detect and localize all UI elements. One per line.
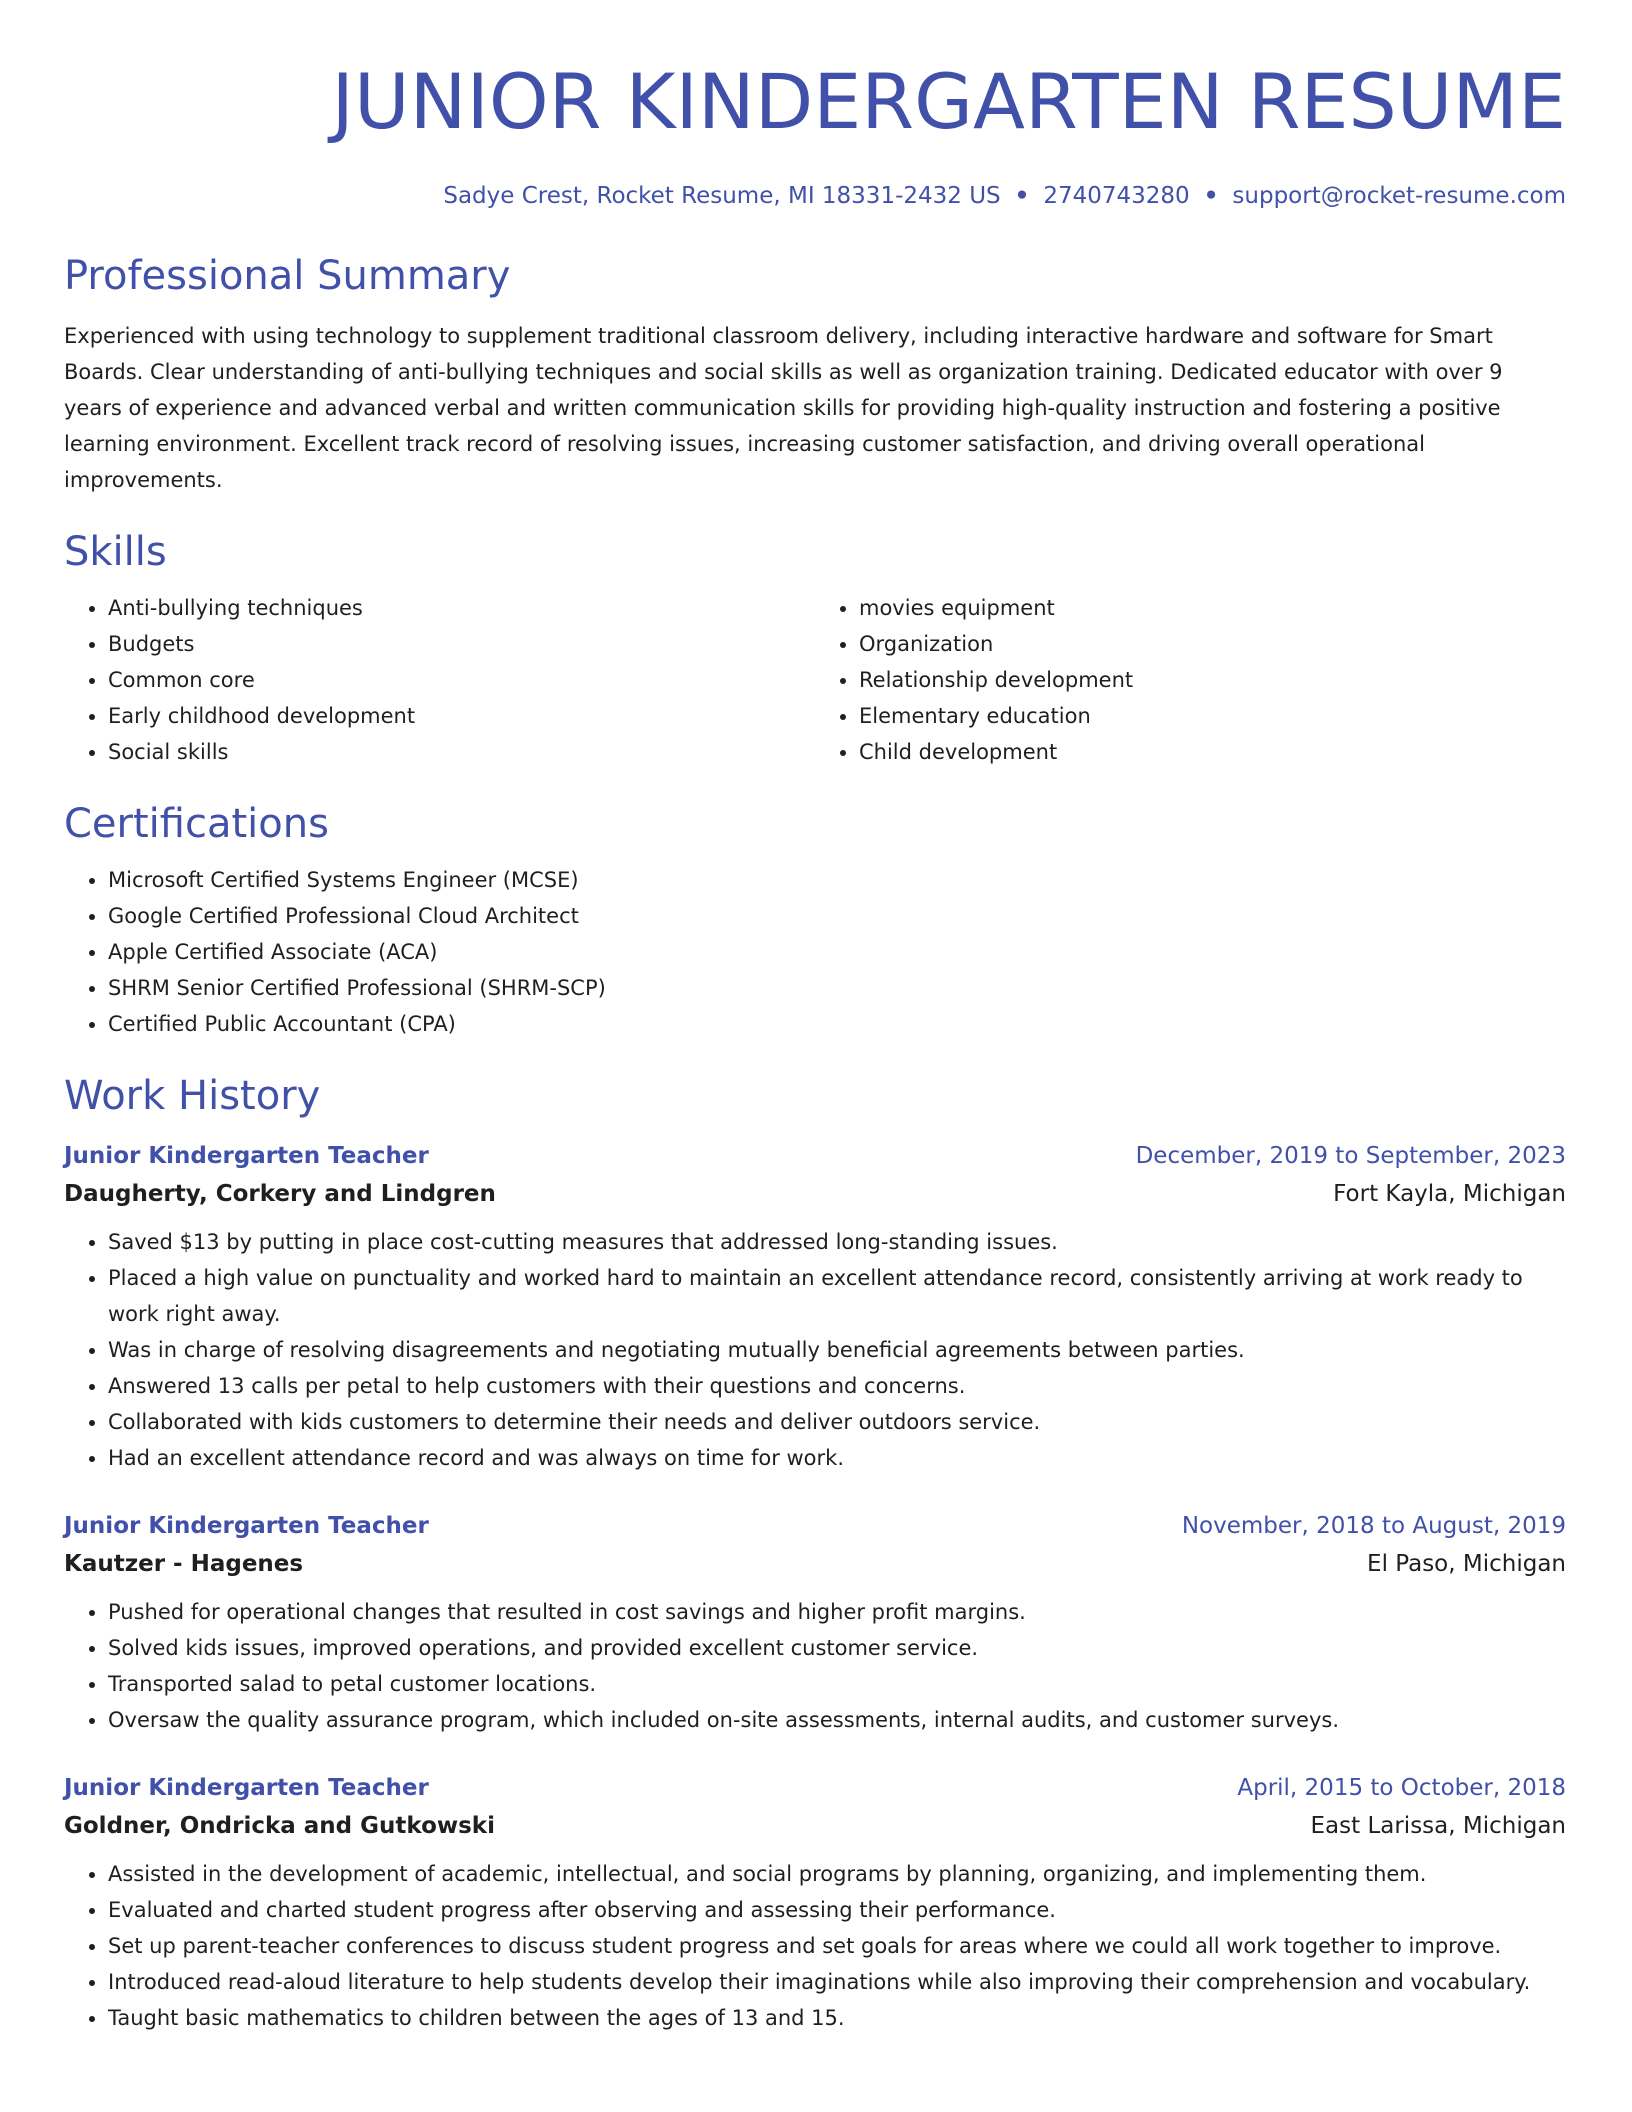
professional-summary-section	[64, 252, 1566, 498]
skill-item: • Common core	[108, 662, 815, 698]
job-bullet: • Assisted in the development of academic, intellectual, and social programs by planning, organizing, and implementing them.	[108, 1856, 1566, 1892]
contact-line	[64, 180, 1566, 212]
job-bullets	[64, 1856, 1566, 2036]
job-company: Goldner, Ondricka and Gutkowski	[64, 1813, 495, 1839]
document-title: JUNIOR KINDERGARTEN RESUME	[331, 57, 1566, 146]
resume-header	[64, 52, 1566, 212]
summary-text: Experienced with using technology to supplement traditional classroom delivery, including interactive hardware and software for Smart Boards. Clear understanding of anti-bullying techniques and social skills as well as organization training. Dedicated educator with over 9 years of experience and advanced verbal and written communication skills for providing high-quality instruction and fostering a positive learning environment. Excellent track record of resolving issues, increasing customer satisfaction, and driving overall operational improvements.	[64, 324, 1503, 492]
job-bullet: • Oversaw the quality assurance program, which included on-site assessments, internal audits, and customer surveys.	[108, 1702, 1566, 1738]
job-title-row	[64, 1770, 1566, 1806]
job-bullet: • Had an excellent attendance record and was always on time for work.	[108, 1440, 1566, 1476]
contact-separator: •	[1203, 183, 1219, 209]
certifications-section	[64, 800, 1566, 1042]
certification-item: • Apple Certified Associate (ACA)	[108, 934, 1566, 970]
job-bullet: • Set up parent-teacher conferences to discuss student progress and set goals for areas where we could all work together to improve.	[108, 1928, 1566, 1964]
job-bullet: • Evaluated and charted student progress after observing and assessing their performance.	[108, 1892, 1566, 1928]
job-bullet: • Solved kids issues, improved operations, and provided excellent customer service.	[108, 1630, 1566, 1666]
job-location: Fort Kayla, Michigan	[1333, 1181, 1566, 1207]
job-location: East Larissa, Michigan	[1310, 1813, 1566, 1839]
job-bullet: • Saved $13 by putting in place cost-cutting measures that addressed long-standing issues.	[108, 1224, 1566, 1260]
job-bullet: • Introduced read-aloud literature to help students develop their imaginations while also improving their comprehension and vocabulary.	[108, 1964, 1566, 2000]
skill-item: • Anti-bullying techniques	[108, 590, 815, 626]
section-heading: Skills	[64, 529, 167, 575]
certification-item: • Google Certified Professional Cloud Architect	[108, 898, 1566, 934]
skill-item: • Relationship development	[859, 662, 1566, 698]
job-company-row	[64, 1544, 1566, 1584]
job-title-row	[64, 1508, 1566, 1544]
contact-email: support@rocket-resume.com	[1232, 183, 1566, 209]
skill-item: • Budgets	[108, 626, 815, 662]
certification-item: • SHRM Senior Certified Professional (SHRM-SCP)	[108, 970, 1566, 1006]
contact-separator: •	[1014, 183, 1030, 209]
contact-phone: 2740743280	[1043, 183, 1190, 209]
job-bullet: • Placed a high value on punctuality and worked hard to maintain an excellent attendance record, consistently arriving at work ready to work right away.	[108, 1260, 1566, 1332]
skill-item: • Early childhood development	[108, 698, 815, 734]
certifications-list	[64, 862, 1566, 1042]
job-dates: November, 2018 to August, 2019	[1181, 1513, 1566, 1539]
job-bullet: • Pushed for operational changes that resulted in cost savings and higher profit margins.	[108, 1594, 1566, 1630]
skill-item: • Organization	[859, 626, 1566, 662]
skill-item: • Social skills	[108, 734, 815, 770]
job-dates: December, 2019 to September, 2023	[1135, 1143, 1566, 1169]
job-title: Junior Kindergarten Teacher	[64, 1143, 429, 1169]
job-company: Daugherty, Corkery and Lindgren	[64, 1181, 496, 1207]
job-company-row	[64, 1174, 1566, 1214]
job-bullets	[64, 1594, 1566, 1738]
certification-item: • Microsoft Certified Systems Engineer (MCSE)	[108, 862, 1566, 898]
skills-grid	[64, 590, 1566, 770]
skills-list-left	[64, 590, 815, 770]
job-company-row	[64, 1806, 1566, 1846]
job-bullet: • Transported salad to petal customer locations.	[108, 1666, 1566, 1702]
job-title-row	[64, 1138, 1566, 1174]
work-history-section	[64, 1072, 1566, 2036]
job-title: Junior Kindergarten Teacher	[64, 1513, 429, 1539]
job-bullet: • Was in charge of resolving disagreements and negotiating mutually beneficial agreements between parties.	[108, 1332, 1566, 1368]
job-location: El Paso, Michigan	[1367, 1551, 1566, 1577]
section-heading: Work History	[64, 1073, 321, 1119]
job-bullet: • Collaborated with kids customers to determine their needs and deliver outdoors service.	[108, 1404, 1566, 1440]
job-dates: April, 2015 to October, 2018	[1237, 1775, 1566, 1801]
job-title: Junior Kindergarten Teacher	[64, 1775, 429, 1801]
skill-item: • Child development	[859, 734, 1566, 770]
skill-item: • movies equipment	[859, 590, 1566, 626]
skills-section	[64, 528, 1566, 770]
section-heading: Certifications	[64, 801, 329, 847]
job-bullet: • Taught basic mathematics to children between the ages of 13 and 15.	[108, 2000, 1566, 2036]
job-bullets	[64, 1224, 1566, 1476]
skills-list-right	[815, 590, 1566, 770]
contact-address: Sadye Crest, Rocket Resume, MI 18331-2432 US	[443, 183, 1001, 209]
job-entry	[64, 1138, 1566, 1476]
job-bullet: • Answered 13 calls per petal to help customers with their questions and concerns.	[108, 1368, 1566, 1404]
job-company: Kautzer - Hagenes	[64, 1551, 304, 1577]
job-entry	[64, 1508, 1566, 1738]
section-heading: Professional Summary	[64, 253, 511, 299]
job-entry	[64, 1770, 1566, 2036]
certification-item: • Certified Public Accountant (CPA)	[108, 1006, 1566, 1042]
skill-item: • Elementary education	[859, 698, 1566, 734]
